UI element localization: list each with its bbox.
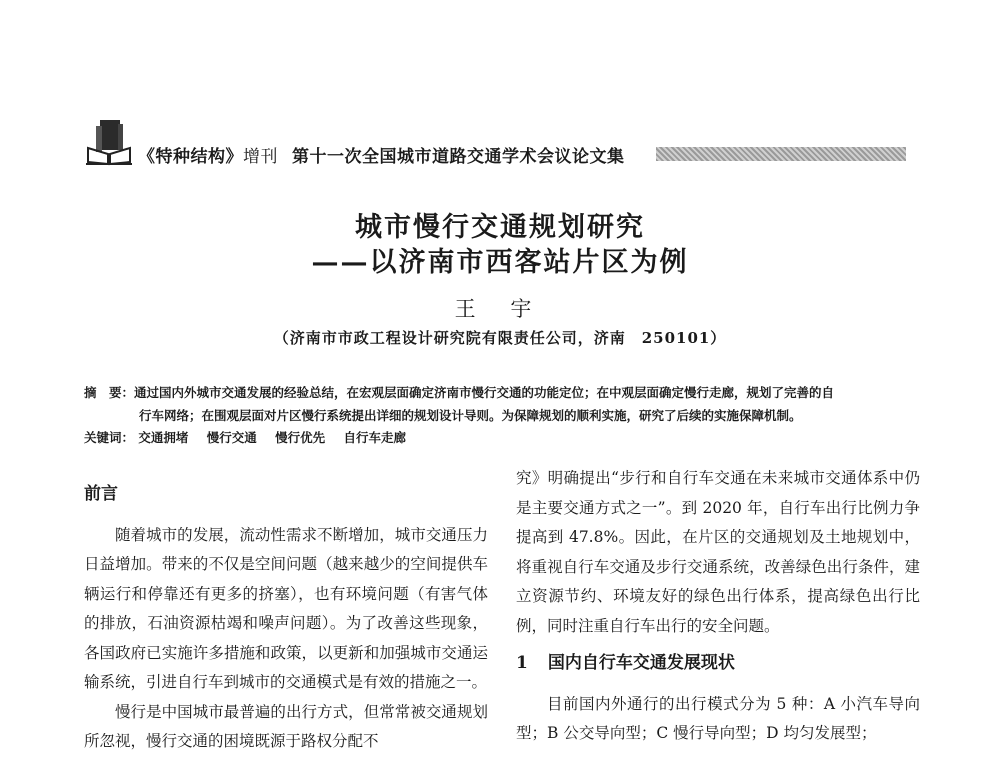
keyword: 交通拥堵 <box>138 430 189 445</box>
keyword: 慢行交通 <box>206 430 257 445</box>
section-heading-preface: 前言 <box>84 484 118 504</box>
body-paragraph: 慢行是中国城市最普遍的出行方式，但常常被交通规划所忽视，慢行交通的困境既源于路权分配不 <box>84 702 488 750</box>
paper-title: 城市慢行交通规划研究 <box>355 212 645 243</box>
author-name: 王 宇 <box>454 297 546 321</box>
header-decorative-bar <box>656 147 906 161</box>
keyword: 慢行优先 <box>275 430 326 445</box>
journal-name: 《特种结构》 <box>138 147 243 167</box>
body-paragraph: 目前国内外通行的出行模式分为 5 种：A 小汽车导向型；B 公交导向型；C 慢行导向型；D 均匀发展型； <box>516 694 920 742</box>
left-column <box>84 464 488 757</box>
body-paragraph: 随着城市的发展，流动性需求不断增加，城市交通压力日益增加。带来的不仅是空间问题（越来越少的空间提供车辆运行和停靠还有更多的挤塞），也有环境问题（有害气体的排放，石油资源枯竭和噪声问题）。为了改善这些现象，各国政府已实施许多措施和政策，以更新和加强城市交通运输系统，引进自行车到城市的交通模式是有效的措施之一。 <box>84 525 488 691</box>
header-text <box>138 142 625 167</box>
abstract-line-1: 通过国内外城市交通发展的经验总结，在宏观层面确定济南市慢行交通的功能定位；在中观层面确定慢行走廊，规划了完善的自 <box>134 385 835 400</box>
conference-name: 第十一次全国城市道路交通学术会议论文集 <box>292 147 625 167</box>
keywords-label: 关键词： <box>84 430 135 445</box>
keywords <box>84 428 920 446</box>
book-logo-icon <box>86 118 132 166</box>
journal-supplement: 增刊 <box>243 147 278 167</box>
running-header <box>86 118 916 168</box>
abstract <box>84 381 920 427</box>
body-paragraph: 究》明确提出“步行和自行车交通在未来城市交通体系中仍是主要交通方式之一”。到 2020 年，自行车出行比例力争提高到 47.8%。因此，在片区的交通规划及土地规划中，将重视自行车交通及步行交通系统，改善绿色出行条件，建立资源节约、环境友好的绿色出行体系，提高绿色出行比例，同时注重自行车出行的安全问题。 <box>516 469 920 635</box>
section-number: 1 <box>516 653 528 673</box>
author-affiliation: （济南市市政工程设计研究院有限责任公司，济南 250101） <box>273 329 727 347</box>
section-heading-1 <box>516 649 920 679</box>
abstract-label: 摘 要： <box>84 385 135 400</box>
abstract-line-2: 行车网络；在围观层面对片区慢行系统提出详细的规划设计导则。为保障规划的顺利实施，研究了后续的实施保障机制。 <box>139 408 802 423</box>
right-column <box>516 464 920 749</box>
keyword: 自行车走廊 <box>343 430 407 445</box>
paper-subtitle: ——以济南市西客站片区为例 <box>311 247 689 278</box>
section-title: 国内自行车交通发展现状 <box>547 653 735 673</box>
